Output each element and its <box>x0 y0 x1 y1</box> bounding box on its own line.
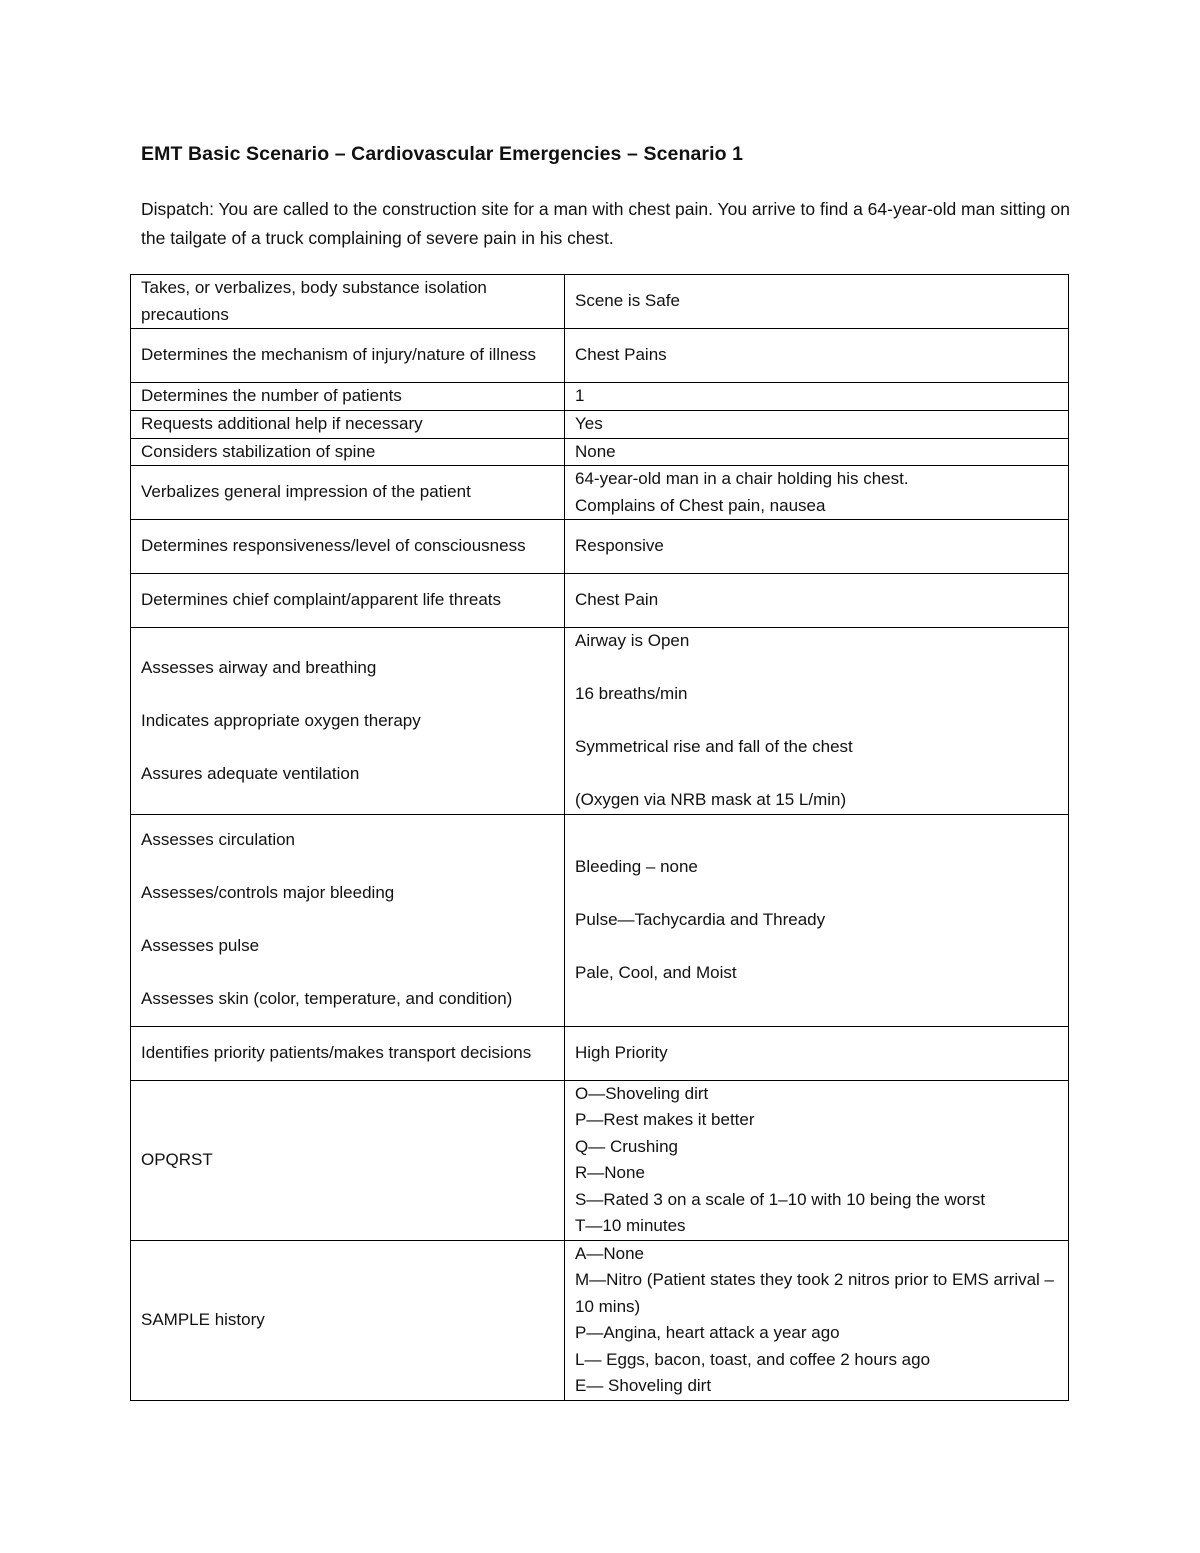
dispatch-paragraph: Dispatch: You are called to the construction site for a man with chest pain. You arrive to find a 64-year-old man sitting on the tailgate of a truck complaining of severe pain in his chest. <box>141 199 1071 248</box>
finding-line: 64-year-old man in a chair holding his chest. <box>575 469 909 488</box>
step-line: Indicates appropriate oxygen therapy <box>141 710 421 730</box>
finding-line: A—None <box>575 1243 644 1263</box>
step-cell <box>131 814 565 1026</box>
document-title: EMT Basic Scenario – Cardiovascular Emergencies – Scenario 1 <box>141 143 744 165</box>
finding-line: Bleeding – none <box>575 856 698 876</box>
table-row <box>131 411 1069 439</box>
table-row <box>131 574 1069 628</box>
finding-cell <box>565 466 1069 520</box>
step-line: Assesses airway and breathing <box>141 657 377 677</box>
table-row <box>131 466 1069 520</box>
table-row <box>131 520 1069 574</box>
finding-cell: None <box>565 438 1069 466</box>
step-cell: Requests additional help if necessary <box>131 411 565 439</box>
table-row-circulation <box>131 814 1069 1026</box>
finding-line: P—Angina, heart attack a year ago <box>575 1323 840 1342</box>
finding-line: Airway is Open <box>575 631 690 650</box>
step-line: Assesses skin (color, temperature, and condition) <box>141 989 513 1009</box>
finding-cell: Chest Pain <box>565 574 1069 628</box>
table-row <box>131 329 1069 383</box>
finding-line: M—Nitro (Patient states they took 2 nitros prior to EMS arrival – 10 mins) <box>575 1270 1055 1316</box>
finding-line: E— Shoveling dirt <box>575 1376 712 1395</box>
step-cell: Determines the number of patients <box>131 383 565 411</box>
finding-cell: Yes <box>565 411 1069 439</box>
step-line: Assures adequate ventilation <box>141 763 360 783</box>
step-cell: Determines responsiveness/level of consciousness <box>131 520 565 574</box>
step-cell: SAMPLE history <box>131 1240 565 1400</box>
table-row-sample <box>131 1240 1069 1400</box>
step-cell: Identifies priority patients/makes transport decisions <box>131 1026 565 1080</box>
finding-line: 16 breaths/min <box>575 684 688 703</box>
step-cell: Considers stabilization of spine <box>131 438 565 466</box>
finding-line: Pulse—Tachycardia and Thready <box>575 909 826 929</box>
step-cell: Verbalizes general impression of the patient <box>131 466 565 520</box>
finding-line: R—None <box>575 1163 645 1182</box>
finding-line: L— Eggs, bacon, toast, and coffee 2 hours ago <box>575 1349 931 1369</box>
finding-line: Q— Crushing <box>575 1136 678 1156</box>
step-line: Assesses circulation <box>141 830 296 850</box>
step-cell: Takes, or verbalizes, body substance isolation precautions <box>131 275 565 329</box>
finding-line: Symmetrical rise and fall of the chest <box>575 737 853 756</box>
finding-line: O—Shoveling dirt <box>575 1083 709 1103</box>
finding-cell: 1 <box>565 383 1069 411</box>
finding-cell <box>565 628 1069 815</box>
finding-cell <box>565 1080 1069 1240</box>
finding-cell: Responsive <box>565 520 1069 574</box>
step-cell: OPQRST <box>131 1080 565 1240</box>
step-cell: Determines the mechanism of injury/nature of illness <box>131 329 565 383</box>
finding-line: T—10 minutes <box>575 1216 686 1235</box>
step-line: Assesses/controls major bleeding <box>141 883 395 903</box>
table-row-airway <box>131 628 1069 815</box>
table-row <box>131 275 1069 329</box>
table-row-opqrst <box>131 1080 1069 1240</box>
table-row-priority <box>131 1026 1069 1080</box>
table-row <box>131 383 1069 411</box>
finding-cell <box>565 814 1069 1026</box>
step-cell <box>131 628 565 815</box>
finding-cell: Scene is Safe <box>565 275 1069 329</box>
step-cell: Determines chief complaint/apparent life threats <box>131 574 565 628</box>
assessment-table <box>130 274 1069 1401</box>
finding-cell: High Priority <box>565 1026 1069 1080</box>
finding-line: S—Rated 3 on a scale of 1–10 with 10 being the worst <box>575 1189 986 1209</box>
step-line: Assesses pulse <box>141 936 260 956</box>
finding-line: Complains of Chest pain, nausea <box>575 495 826 515</box>
finding-line: P—Rest makes it better <box>575 1110 755 1129</box>
finding-line: (Oxygen via NRB mask at 15 L/min) <box>575 790 847 809</box>
finding-cell <box>565 1240 1069 1400</box>
finding-cell: Chest Pains <box>565 329 1069 383</box>
table-row <box>131 438 1069 466</box>
finding-line: Pale, Cool, and Moist <box>575 962 737 982</box>
